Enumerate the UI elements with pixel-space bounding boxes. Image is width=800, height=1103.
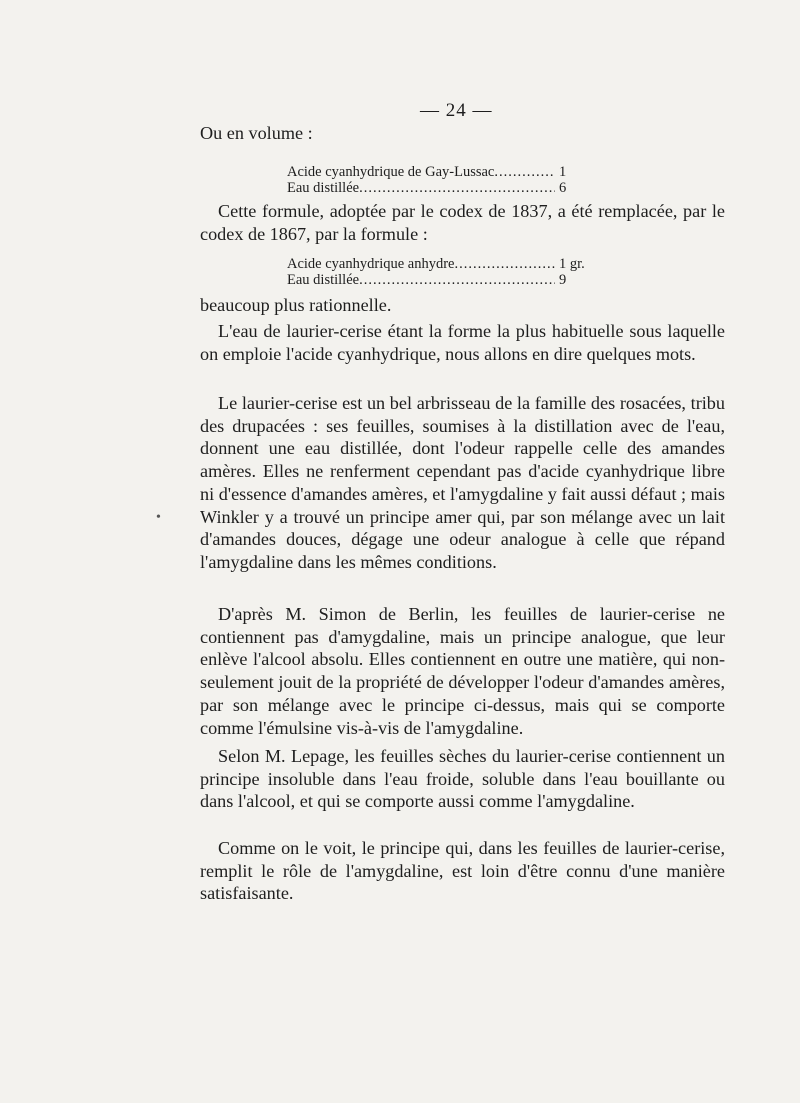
margin-speck: •: [156, 510, 161, 525]
page-number: — 24 —: [420, 100, 493, 121]
formula-row: [287, 180, 587, 196]
ingredient-value: 6: [559, 180, 567, 196]
leader-dots: [455, 256, 556, 272]
paragraph-codex: Cette formule, adoptée par le codex de 1837, a été remplacée, par le codex de 1867, par la formule :: [200, 201, 725, 244]
formula-gay-lussac: [287, 164, 587, 196]
ingredient-name: Eau distillée: [287, 272, 360, 288]
paragraph-eau-laurier: L'eau de laurier-cerise étant la forme la plus habituelle sous laquelle on emploie l'acide cyanhydrique, nous allons en dire quelques mots.: [200, 321, 725, 364]
ingredient-name: Eau distillée: [287, 180, 360, 196]
intro-line: Ou en volume :: [200, 123, 313, 143]
paragraph-lepage: Selon M. Lepage, les feuilles sèches du laurier-cerise contiennent un principe insoluble dans l'eau froide, soluble dans l'eau bouillante ou dans l'alcool, et qui se comporte aussi comme l'amygdaline.: [200, 746, 725, 812]
paragraph-rationnelle: beaucoup plus rationnelle.: [200, 295, 392, 315]
formula-anhydre: [287, 256, 587, 288]
ingredient-value: 1 gr.: [559, 256, 585, 272]
ingredient-name: Acide cyanhydrique anhydre: [287, 256, 455, 272]
formula-row: [287, 256, 587, 272]
paragraph-simon: D'après M. Simon de Berlin, les feuilles de laurier-cerise ne contiennent pas d'amygdaline, mais un principe analogue, que leur enlève l'alcool absolu. Elles contiennent en outre une matière, qui non-seulement jouit de la propriété de développer l'odeur d'amandes amères, par son mélange avec le principe ci-dessus, mais qui se comporte comme l'émulsine vis-à-vis de l'amygdaline.: [200, 604, 725, 738]
leader-dots: [359, 272, 555, 288]
paragraph-conclusion: Comme on le voit, le principe qui, dans les feuilles de laurier-cerise, remplit le rôle de l'amygdaline, est loin d'être connu d'une manière satisfaisante.: [200, 838, 725, 904]
formula-row: [287, 164, 587, 180]
leader-dots: [359, 180, 555, 196]
ingredient-value: 1: [559, 164, 567, 180]
paragraph-laurier-cerise: Le laurier-cerise est un bel arbrisseau de la famille des rosacées, tribu des drupacées : ses feuilles, soumises à la distillation avec de l'eau, donnent une eau distillée, dont l'odeur rappelle celle des amandes amères. Elles ne renferment cependant pas d'acide cyanhydrique libre ni d'essence d'amandes amères, et l'amygdaline y fait aussi défaut ; mais Winkler y a trouvé un principe amer qui, par son mélange avec un lait d'amandes douces, dégage une odeur analogue à celle que répand l'amygdaline dans les mêmes conditions.: [200, 393, 725, 572]
leader-dots: [494, 164, 555, 180]
formula-row: [287, 272, 587, 288]
ingredient-value: 9: [559, 272, 567, 288]
ingredient-name: Acide cyanhydrique de Gay-Lussac: [287, 164, 495, 180]
